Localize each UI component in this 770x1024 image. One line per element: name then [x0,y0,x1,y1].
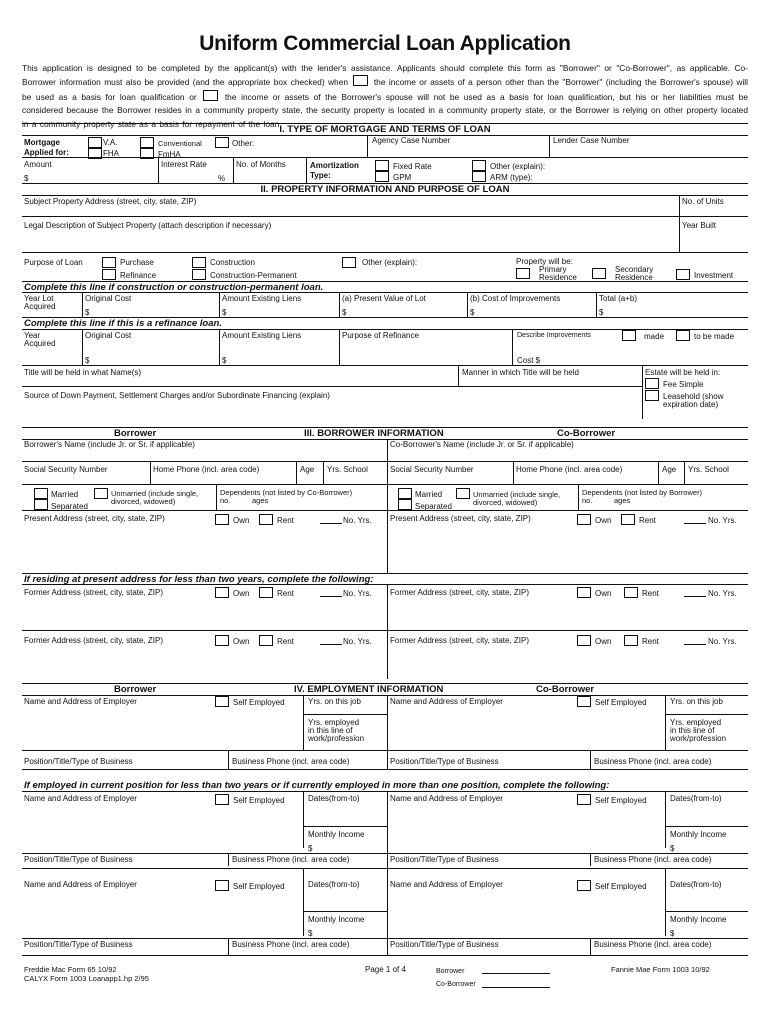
borrower-position-2-label: Position/Title/Type of Business [24,855,133,864]
borrower-name-label: Borrower's Name (include Jr. or Sr. if applicable) [24,440,195,449]
residing-heading: If residing at present address for less than two years, complete the following: [24,574,374,585]
manner-held-label: Manner in which Title will be held [462,368,579,377]
source-down-label: Source of Down Payment, Settlement Charges and/or Subordinate Financing (explain) [24,391,330,400]
made-checkbox[interactable] [622,330,636,341]
coborrower-employer-label: Name and Address of Employer [390,697,503,706]
va-label: V.A. [103,138,118,147]
borrower-married-checkbox[interactable] [34,488,48,499]
borrower-present-no-yrs-label: No. Yrs. [343,516,372,525]
present-value-lot-label: (a) Present Value of Lot [342,294,426,303]
coborrower-self-employed-label: Self Employed [595,698,647,707]
borrower-yrs-school-label: Yrs. School [327,465,368,474]
interest-rate-label: Interest Rate [161,160,207,169]
borrower-former1-rent-label: Rent [277,589,294,598]
other-purpose-label: Other (explain): [362,258,418,267]
coborrower-employer-3-label: Name and Address of Employer [390,880,503,889]
borrower-self-employed-3-checkbox[interactable] [215,880,229,891]
intro-paragraph [22,62,748,131]
lender-case-label: Lender Case Number [553,136,630,145]
coborrower-monthly-income-2-label: Monthly Income [670,830,727,839]
year-lot-label: Year Lot [24,294,54,303]
borrower-ssn-label: Social Security Number [24,465,108,474]
coborrower-yrs-school-label: Yrs. School [688,465,729,474]
legal-description-label: Legal Description of Subject Property (attach description if necessary) [24,221,272,230]
borrower-self-employed-label: Self Employed [233,698,285,707]
coborrower-employer-2-label: Name and Address of Employer [390,794,503,803]
coborrower-home-phone-label: Home Phone (incl. area code) [516,465,623,474]
total-dollar: $ [599,308,604,317]
loan-application-page [22,0,748,1024]
coborrower-former2-own-label: Own [595,637,612,646]
borrower-dependents-no: no. [220,496,231,505]
borrower-former1-own-label: Own [233,589,250,598]
coborrower-unmarried-checkbox[interactable] [456,488,470,499]
coborrower-separated-checkbox[interactable] [398,499,412,510]
coborrower-age-label: Age [662,465,677,474]
lot-existing-liens-dollar: $ [222,308,227,317]
secondary-residence-checkbox[interactable] [592,268,606,279]
primary-residence-label: Residence [539,273,577,282]
other-purpose-checkbox[interactable] [342,257,356,268]
coborrower-former2-rent-checkbox[interactable] [624,635,638,646]
intro-text-2: the income or assets of a person other than the "Borrower" (including the Borrower's spouse) will be used as a basis for loan qualification or [22,77,749,102]
other-mortgage-label: Other: [232,139,255,148]
borrower-former2-no-yrs-label: No. Yrs. [343,637,372,646]
borrower-employer-3-label: Name and Address of Employer [24,880,137,889]
borrower-dependents-ages: ages [252,496,269,505]
lot-original-cost-label: Original Cost [85,294,132,303]
borrower-yrs-employed-2: in this line of [308,726,353,735]
total-label: Total (a+b) [599,294,638,303]
coborrower-position-3-label: Position/Title/Type of Business [390,940,499,949]
borrower-monthly-income-2-label: Monthly Income [308,830,365,839]
construction-perm-checkbox[interactable] [192,269,206,280]
amortization-label: Amortization [310,161,359,170]
footer-page-number: Page 1 of 4 [365,965,406,974]
coborrower-monthly-income-3-label: Monthly Income [670,915,727,924]
borrower-business-phone-2-label: Business Phone (incl. area code) [232,855,350,864]
purpose-loan-label: Purpose of Loan [24,258,83,267]
purchase-checkbox[interactable] [102,257,116,268]
coborrower-position-2-label: Position/Title/Type of Business [390,855,499,864]
borrower-header: Borrower [114,428,157,439]
conventional-checkbox[interactable] [140,137,154,148]
coborrower-present-rent-label: Rent [639,516,656,525]
footer-coborrower-initials-label: Co-Borrower [436,981,476,988]
coborrower-monthly-income-2-dollar: $ [670,844,675,853]
coborrower-present-rent-checkbox[interactable] [621,514,635,525]
agency-case-label: Agency Case Number [372,136,451,145]
coborrower-header: Co-Borrower [557,428,616,439]
refi-existing-liens-dollar: $ [222,356,227,365]
refi-original-cost-label: Original Cost [85,331,132,340]
secondary-residence-label: Residence [615,273,653,282]
coborrower-position-label: Position/Title/Type of Business [390,757,499,766]
other-amort-checkbox[interactable] [472,160,486,171]
borrower-business-phone-3-label: Business Phone (incl. area code) [232,940,350,949]
borrower-home-phone-label: Home Phone (incl. area code) [153,465,260,474]
borrower-married-label: Married [51,490,79,499]
borrower-former2-rent-checkbox[interactable] [259,635,273,646]
investment-label: Investment [694,271,734,280]
borrower-self-employed-checkbox[interactable] [215,696,229,707]
borrower-business-phone-label: Business Phone (incl. area code) [232,757,350,766]
spouse-income-checkbox[interactable] [203,90,218,101]
coborrower-married-label: Married [415,490,443,499]
secondary-label: Secondary [615,265,654,274]
borrower-dates-2-label: Dates(from-to) [308,794,360,803]
lot-original-cost-dollar: $ [85,308,90,317]
purchase-label: Purchase [120,258,154,267]
coborrower-former1-own-checkbox[interactable] [577,587,591,598]
coborrower-income-checkbox[interactable] [353,75,368,86]
borrower-age-label: Age [300,465,315,474]
borrower-position-3-label: Position/Title/Type of Business [24,940,133,949]
arm-type-label: ARM (type): [490,173,533,182]
borrower-unmarried-checkbox[interactable] [94,488,108,499]
no-months-label: No. of Months [236,160,286,169]
coborrower-yrs-employed-2: in this line of [670,726,715,735]
fha-label: FHA [103,149,119,158]
borrower-yrs-employed-1: Yrs. employed [308,718,360,727]
coborrower-self-employed-2-checkbox[interactable] [577,794,591,805]
improvements-cost-label: Cost $ [517,356,541,365]
borrower-former1-rent-checkbox[interactable] [259,587,273,598]
leasehold-checkbox[interactable] [645,390,659,401]
coborrower-present-no-yrs-label: No. Yrs. [708,516,737,525]
coborrower-former1-no-yrs-label: No. Yrs. [708,589,737,598]
borrower-former2-rent-label: Rent [277,637,294,646]
refi-original-cost-dollar: $ [85,356,90,365]
fee-simple-label: Fee Simple [663,380,704,389]
amount-dollar: $ [24,174,29,183]
estate-held-label: Estate will be held in: [645,368,721,377]
coborrower-business-phone-label: Business Phone (incl. area code) [594,757,712,766]
borrower-separated-checkbox[interactable] [34,499,48,510]
interest-percent: % [218,174,226,183]
coborrower-monthly-income-3-dollar: $ [670,929,675,938]
coborrower-dates-3-label: Dates(from-to) [670,880,722,889]
applied-for-label: Applied for: [24,148,69,157]
coborrower-dependents-no: no. [582,496,593,505]
refinance-checkbox[interactable] [102,269,116,280]
coborrower-former2-own-checkbox[interactable] [577,635,591,646]
intro-text-1: This application is designed to be completed by the applicant(s) with the lender's assistance. Applicants should complete this form as "Borrower" or "Co-Borrower", as applicable. Co-Borrower information must also be provided (and the appropriate box checked) when [22,63,748,88]
coborrower-self-employed-3-label: Self Employed [595,882,647,891]
coborrower-married-checkbox[interactable] [398,488,412,499]
footer-fannie-mae: Fannie Mae Form 1003 10/92 [611,965,710,974]
coborrower-self-employed-3-checkbox[interactable] [577,880,591,891]
primary-residence-checkbox[interactable] [516,268,530,279]
borrower-monthly-income-3-label: Monthly Income [308,915,365,924]
coborrower-former1-rent-label: Rent [642,589,659,598]
coborrower-separated-label: Separated [415,502,452,511]
refi-acquired-label: Acquired [24,339,56,348]
coborrower-yrs-employed-1: Yrs. employed [670,718,722,727]
footer-freddie-mac: Freddie Mac Form 65 10/92 [24,965,117,974]
refinance-heading: Complete this line if this is a refinance loan. [24,318,222,329]
borrower-former2-own-checkbox[interactable] [215,635,229,646]
other-explain-label: Other (explain): [490,162,546,171]
coborrower-self-employed-checkbox[interactable] [577,696,591,707]
form-title: Uniform Commercial Loan Application [199,32,571,55]
borrower-dates-3-label: Dates(from-to) [308,880,360,889]
coborrower-business-phone-3-label: Business Phone (incl. area code) [594,940,712,949]
borrower-former1-no-yrs-label: No. Yrs. [343,589,372,598]
coborrower-present-own-checkbox[interactable] [577,514,591,525]
coborrower-dates-2-label: Dates(from-to) [670,794,722,803]
coborrower-dependents-ages: ages [614,496,631,505]
present-value-lot-dollar: $ [342,308,347,317]
footer-borrower-initials-line[interactable] [482,973,550,974]
borrower-former2-own-label: Own [233,637,250,646]
coborrower-self-employed-2-label: Self Employed [595,796,647,805]
employment-borrower-header: Borrower [114,684,157,695]
coborrower-business-phone-2-label: Business Phone (incl. area code) [594,855,712,864]
year-lot-acquired-label: Acquired [24,302,56,311]
conventional-label: Conventional [158,139,202,148]
borrower-former-address-1-label: Former Address (street, city, state, ZIP) [24,588,163,597]
construction-label: Construction [210,258,255,267]
amortization-type-label: Type: [310,171,331,180]
borrower-self-employed-2-checkbox[interactable] [215,794,229,805]
coborrower-ssn-label: Social Security Number [390,465,474,474]
arm-checkbox[interactable] [472,171,486,182]
section-4-header: IV. EMPLOYMENT INFORMATION [294,684,444,695]
to-be-made-checkbox[interactable] [676,330,690,341]
borrower-dependents-label: Dependents (not listed by Co-Borrower) [220,488,353,497]
gpm-label: GPM [393,173,412,182]
borrower-self-employed-3-label: Self Employed [233,882,285,891]
borrower-self-employed-2-label: Self Employed [233,796,285,805]
title-held-label: Title will be held in what Name(s) [24,368,142,377]
coborrower-former-address-2-label: Former Address (street, city, state, ZIP) [390,636,529,645]
made-label: made [644,332,665,341]
refinance-label: Refinance [120,271,157,280]
borrower-unmarried-label: Unmarried (include single, [111,489,199,498]
borrower-yrs-job-label: Yrs. on this job [308,697,361,706]
no-units-label: No. of Units [682,197,724,206]
borrower-present-address-label: Present Address (street, city, state, ZIP) [24,514,165,523]
fmha-label: FmHA [158,150,181,159]
describe-improvements-label: Describe Improvements [517,332,591,339]
gpm-checkbox[interactable] [375,171,389,182]
section-2-header: II. PROPERTY INFORMATION AND PURPOSE OF LOAN [22,183,748,196]
construction-perm-label: Construction-Permanent [210,271,297,280]
borrower-employer-2-label: Name and Address of Employer [24,794,137,803]
section-3-header: III. BORROWER INFORMATION [304,428,444,439]
coborrower-former1-own-label: Own [595,589,612,598]
property-will-be-label: Property will be: [516,257,573,266]
refi-year-label: Year [24,331,41,340]
borrower-present-rent-checkbox[interactable] [259,514,273,525]
to-be-made-label: to be made [694,332,735,341]
investment-checkbox[interactable] [676,269,690,280]
coborrower-dependents-label: Dependents (not listed by Borrower) [582,488,703,497]
coborrower-former1-rent-checkbox[interactable] [624,587,638,598]
va-checkbox[interactable] [88,137,102,148]
coborrower-former2-no-yrs-label: No. Yrs. [708,637,737,646]
mortgage-label: Mortgage [24,138,60,147]
cost-improvements-label: (b) Cost of Improvements [470,294,561,303]
borrower-yrs-employed-3: work/profession [308,734,365,743]
borrower-former-address-2-label: Former Address (street, city, state, ZIP) [24,636,163,645]
fee-simple-checkbox[interactable] [645,378,659,389]
coborrower-present-own-label: Own [595,516,612,525]
cost-improvements-dollar: $ [470,308,475,317]
footer-borrower-initials-label: Borrower [436,968,465,975]
year-built-label: Year Built [682,221,716,230]
coborrower-name-label: Co-Borrower's Name (include Jr. or Sr. if applicable) [390,440,574,449]
coborrower-former2-rent-label: Rent [642,637,659,646]
coborrower-divorced-label: divorced, widowed) [473,498,538,507]
borrower-former1-own-checkbox[interactable] [215,587,229,598]
purpose-refinance-label: Purpose of Refinance [342,331,419,340]
borrower-divorced-label: divorced, widowed) [111,497,176,506]
borrower-monthly-income-3-dollar: $ [308,929,313,938]
borrower-monthly-income-2-dollar: $ [308,844,313,853]
footer-calyx: CALYX Form 1003 Loanapp1.hp 2/95 [24,974,149,983]
coborrower-former-address-1-label: Former Address (street, city, state, ZIP) [390,588,529,597]
employed-heading: If employed in current position for less than two years or if currently employed in more than one position, complete the following: [24,780,610,791]
lot-existing-liens-label: Amount Existing Liens [222,294,302,303]
construction-heading: Complete this line if construction or construction-permanent loan. [24,282,324,293]
expiration-label: expiration date) [663,400,719,409]
coborrower-unmarried-label: Unmarried (include single, [473,490,561,499]
construction-checkbox[interactable] [192,257,206,268]
leasehold-label: Leasehold (show [663,392,724,401]
coborrower-yrs-employed-3: work/profession [670,734,727,743]
other-mortgage-checkbox[interactable] [215,137,229,148]
footer-coborrower-initials-line[interactable] [482,987,550,988]
coborrower-present-address-label: Present Address (street, city, state, ZIP) [390,514,531,523]
borrower-employer-label: Name and Address of Employer [24,697,137,706]
employment-coborrower-header: Co-Borrower [536,684,595,695]
primary-label: Primary [539,265,567,274]
fixed-rate-label: Fixed Rate [393,162,432,171]
amount-label: Amount [24,160,52,169]
subject-address-label: Subject Property Address (street, city, state, ZIP) [24,197,197,206]
borrower-present-rent-label: Rent [277,516,294,525]
intro-text-3: the income or assets of the Borrower's spouse will not be used as a basis for loan qualification, but his or her liabilities must be considered because the Borrower resides in a community property state, the security property is located in a community property state, or the Borrower is relying on other property located in a community property state as a basis for repayment of the loan. [22,91,749,129]
borrower-separated-label: Separated [51,502,88,511]
borrower-present-own-checkbox[interactable] [215,514,229,525]
fixed-rate-checkbox[interactable] [375,160,389,171]
coborrower-yrs-job-label: Yrs. on this job [670,697,723,706]
refi-existing-liens-label: Amount Existing Liens [222,331,302,340]
borrower-position-label: Position/Title/Type of Business [24,757,133,766]
borrower-present-own-label: Own [233,516,250,525]
section-1-header: I. TYPE OF MORTGAGE AND TERMS OF LOAN [22,123,748,136]
